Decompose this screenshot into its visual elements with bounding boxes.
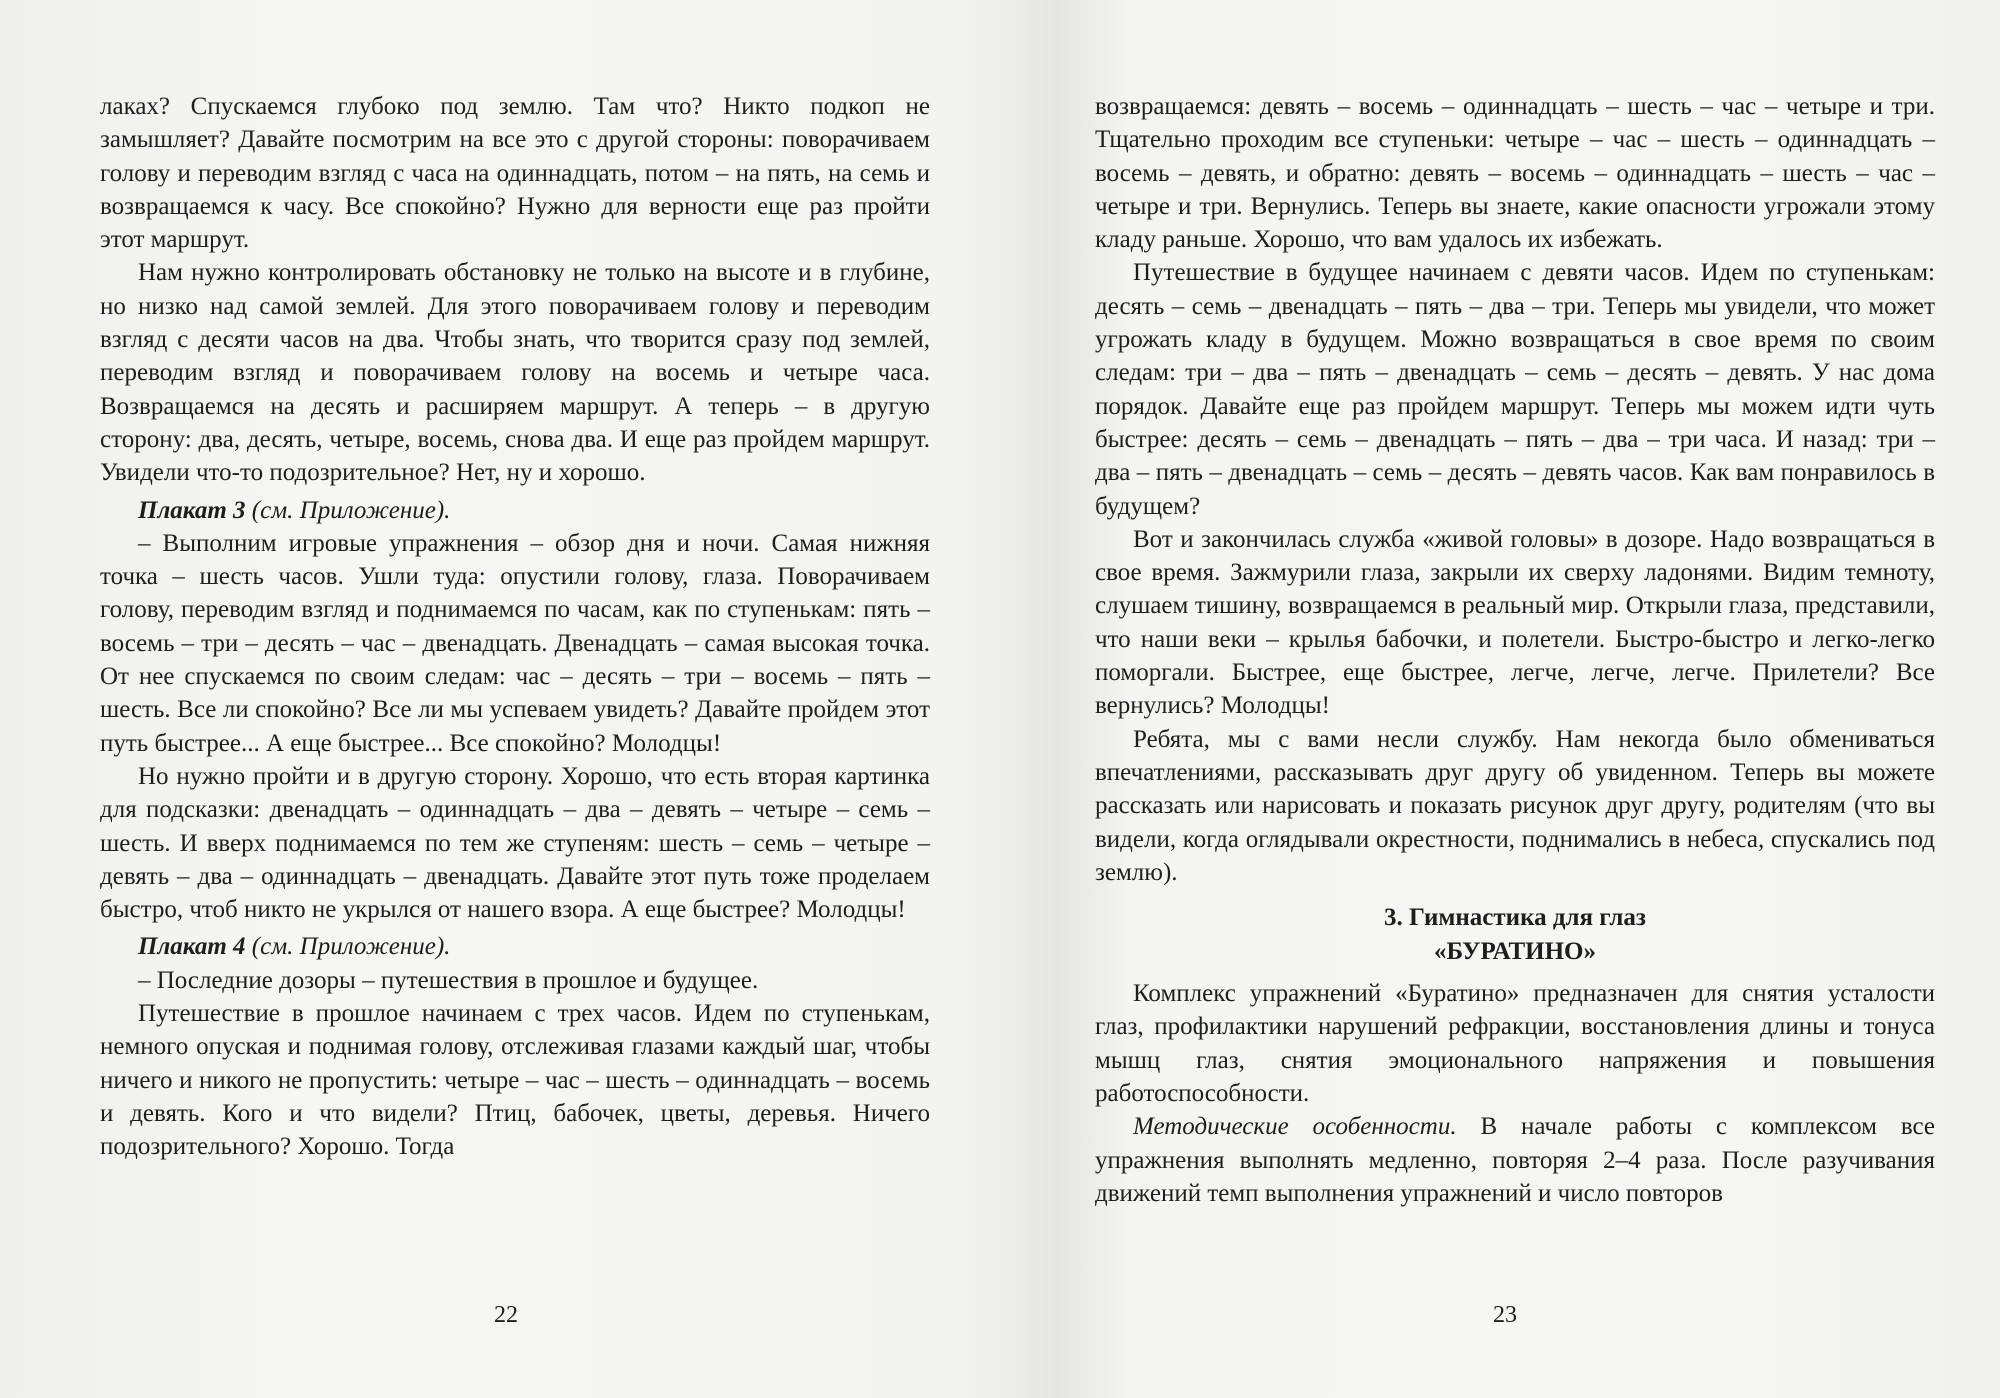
paragraph: – Выполним игровые упражнения – обзор дня и ночи. Самая нижняя точка – шесть часов. Ушли туда: опустили голову, глаза. Поворачиваем голову, переводим взгляд и поднимаемся по часам, как по ступенькам: пять – восемь – три – десять – час – двенадцать. Двенадцать – самая высокая точка. От нее спускаемся по своим следам: час – десять – три – восемь – пять – шесть. Все ли спокойно? Все ли мы успеваем увидеть? Давайте пройдем этот путь быстрее... А еще быстрее... Все спокойно? Молодцы! xyxy=(100,529,930,757)
section-heading-line1: 3. Гимнастика для глаз xyxy=(1384,904,1646,932)
poster-3-ref: (см. Приложение). xyxy=(245,496,451,524)
paragraph: возвращаемся: девять – восемь – одиннадцать – шесть – час – четыре и три. Тщательно проходим все ступеньки: четыре – час – шесть – одиннадцать – восемь – девять, и обратно: девять – восемь – одиннадцать – шесть – час – четыре и три. Вернулись. Теперь вы знаете, какие опасности угрожали этому кладу раньше. Хорошо, что вам удалось их избежать. xyxy=(1095,93,1935,254)
method-paragraph xyxy=(1095,1110,1935,1210)
section-heading-line2: «БУРАТИНО» xyxy=(1434,938,1596,966)
method-text: В начале работы с комплексом все упражнения выполнять медленно, повторяя 2–4 раза. После разучивания движений темп выполнения упражнений и число повторов xyxy=(1095,1113,1935,1207)
paragraph: Но нужно пройти и в другую сторону. Хорошо, что есть вторая картинка для подсказки: двенадцать – одиннадцать – два – девять – четыре – семь – шесть. И вверх поднимаемся по тем же ступеням: шесть – семь – четыре – девять – два – одиннадцать – двенадцать. Давайте этот путь тоже проделаем быстро, чтоб никто не укрылся от нашего взора. А еще быстрее? Молодцы! xyxy=(100,762,930,924)
paragraph: Нам нужно контролировать обстановку не только на высоте и в глубине, но низко над самой землей. Для этого поворачиваем голову и переводим взгляд с десяти часов на два. Чтобы знать, что творится сразу под землей, переводим взгляд и поворачиваем голову на восемь и четыре часа. Возвращаемся на десять и расширяем маршрут. А теперь – в другую сторону: два, десять, четыре, восемь, снова два. И еще раз пройдем маршрут. Увидели что-то подозрительное? Нет, ну и хорошо. xyxy=(100,259,930,487)
left-text-column xyxy=(100,90,930,1164)
paragraph: Путешествие в прошлое начинаем с трех часов. Идем по ступенькам, немного опуская и поднимая голову, отслеживая глазами каждый шаг, чтобы ничего и никого не пропустить: четыре – час – шесть – одиннадцать – восемь и девять. Кого и что видели? Птиц, бабочек, цветы, деревья. Ничего подозрительного? Хорошо. Тогда xyxy=(100,1000,930,1161)
section-heading xyxy=(1095,901,1935,969)
paragraph: Комплекс упражнений «Буратино» предназначен для снятия усталости глаз, профилактики нарушений рефракции, восстановления длины и тонуса мышц глаз, снятия эмоционального напряжения и повышения работоспособности. xyxy=(1095,980,1935,1108)
right-text-column xyxy=(1095,90,1935,1210)
poster-4-ref: (см. Приложение). xyxy=(245,933,451,961)
paragraph: Путешествие в будущее начинаем с девяти часов. Идем по ступенькам: десять – семь – двенадцать – пять – два – три. Теперь мы увидели, что может угрожать кладу в будущем. Можно возвращаться в свое время по своим следам: три – два – пять – двенадцать – семь – десять – девять. У нас дома порядок. Давайте еще раз пройдем маршрут. Теперь мы можем идти чуть быстрее: десять – семь – двенадцать – пять – два – три часа. И назад: три – два – пять – двенадцать – семь – десять – девять часов. Как вам понравилось в будущем? xyxy=(1095,259,1935,520)
poster-4-caption xyxy=(100,930,930,963)
method-label: Методические особенности. xyxy=(1133,1113,1457,1141)
poster-3-title: Плакат 3 xyxy=(138,496,246,524)
paragraph: – Последние дозоры – путешествия в прошлое и будущее. xyxy=(138,966,759,994)
paragraph: Ребята, мы с вами несли службу. Нам некогда было обмениваться впечатлениями, рассказывать друг другу об увиденном. Теперь вы можете рассказать или нарисовать и показать рисунок друг другу, родителям (что вы видели, когда оглядывали окрестности, поднимались в небеса, спускались под землю). xyxy=(1095,725,1935,886)
paragraph: лаках? Спускаемся глубоко под землю. Там что? Никто подкоп не замышляет? Давайте посмотрим на все это с другой стороны: поворачиваем голову и переводим взгляд с часа на одиннадцать, потом – на пять, на семь и возвращаемся к часу. Все спокойно? Нужно для верности еще раз пройти этот маршрут. xyxy=(100,93,930,254)
poster-4-title: Плакат 4 xyxy=(138,933,246,961)
page-number: 22 xyxy=(494,1302,518,1328)
paragraph: Вот и закончилась служба «живой головы» в дозоре. Надо возвращаться в свое время. Зажмурили глаза, закрыли их сверху ладонями. Видим темноту, слушаем тишину, возвращаемся в реальный мир. Открыли глаза, представили, что наши веки – крылья бабочки, и полетели. Быстро-быстро и легко-легко поморгали. Быстрее, еще быстрее, легче, легче, легче. Прилетели? Все вернулись? Молодцы! xyxy=(1095,525,1935,720)
right-page xyxy=(1055,0,2000,1398)
poster-3-caption xyxy=(100,494,930,527)
page-number: 23 xyxy=(1493,1302,1517,1328)
